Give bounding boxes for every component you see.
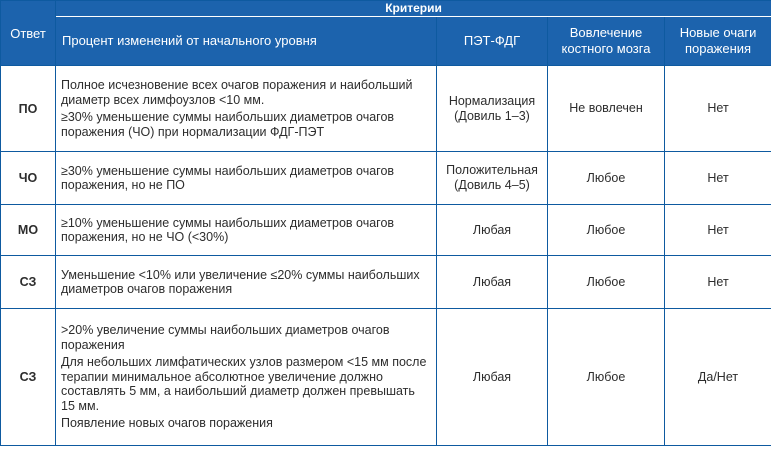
- marrow-cell: Не вовлечен: [548, 66, 665, 152]
- marrow-cell: Любое: [548, 256, 665, 309]
- description-line: ≥10% уменьшение суммы наибольших диаметров очагов поражения, но не ЧО (<30%): [61, 215, 395, 244]
- header-pet-fdg: ПЭТ-ФДГ: [437, 17, 548, 66]
- description-cell: [56, 152, 437, 205]
- new-lesions-cell: Нет: [665, 66, 771, 152]
- response-cell: СЗ: [1, 256, 56, 309]
- description-line: Для небольших лимфатических узлов размером <15 мм после терапии минимальное абсолютное увеличение должно составлять 5 мм, а наибольший диаметр должен превышать 15 мм.: [61, 355, 427, 413]
- header-bone-marrow: Вовлечение костного мозга: [548, 17, 665, 66]
- pet-cell: Нормализация (Довиль 1–3): [437, 66, 548, 152]
- header-new-lesions: Новые очаги поражения: [665, 17, 771, 66]
- pet-cell: Любая: [437, 309, 548, 446]
- marrow-cell: Любое: [548, 205, 665, 256]
- header-response: Ответ: [1, 1, 56, 66]
- description-line: Появление новых очагов поражения: [61, 416, 273, 431]
- header-criteria: Критерии: [56, 1, 771, 17]
- response-cell: ЧО: [1, 152, 56, 205]
- description-cell: [56, 205, 437, 256]
- pet-cell: Любая: [437, 205, 548, 256]
- table-row: [1, 309, 771, 446]
- new-lesions-cell: Нет: [665, 256, 771, 309]
- description-cell: [56, 66, 437, 152]
- new-lesions-cell: Да/Нет: [665, 309, 771, 446]
- response-cell: ПО: [1, 66, 56, 152]
- description-line: ≥30% уменьшение суммы наибольших диаметров очагов поражения, но не ПО: [61, 163, 395, 192]
- description-line: ≥30% уменьшение суммы наибольших диаметров очагов поражения (ЧО) при нормализации ФДГ-ПЭТ: [61, 110, 395, 139]
- table-row: [1, 66, 771, 152]
- pet-cell: Любая: [437, 256, 548, 309]
- marrow-cell: Любое: [548, 152, 665, 205]
- header-percent-change: Процент изменений от начального уровня: [56, 17, 437, 66]
- description-line: Уменьшение <10% или увеличение ≤20% суммы наибольших диаметров очагов поражения: [61, 267, 420, 296]
- description-cell: [56, 309, 437, 446]
- pet-cell: Положительная (Довиль 4–5): [437, 152, 548, 205]
- marrow-cell: Любое: [548, 309, 665, 446]
- description-line: Полное исчезновение всех очагов поражения и наибольший диаметр всех лимфоузлов <10 мм.: [61, 78, 413, 107]
- new-lesions-cell: Нет: [665, 152, 771, 205]
- response-cell: МО: [1, 205, 56, 256]
- description-cell: [56, 256, 437, 309]
- table-row: [1, 205, 771, 256]
- new-lesions-cell: Нет: [665, 205, 771, 256]
- table-row: [1, 256, 771, 309]
- description-line: >20% увеличение суммы наибольших диаметров очагов поражения: [61, 323, 390, 352]
- response-cell: СЗ: [1, 309, 56, 446]
- table-row: [1, 152, 771, 205]
